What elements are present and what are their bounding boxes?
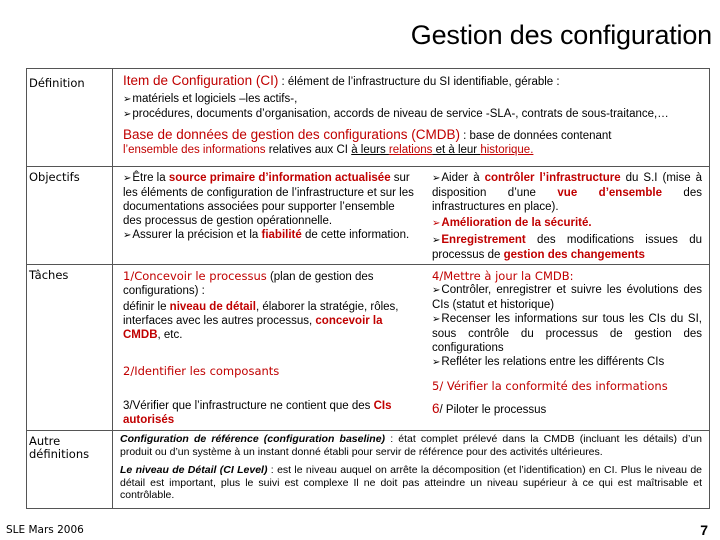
table-border-left [26,68,27,508]
table-border-top [26,68,710,69]
objectif-precision: ➢ Assurer la précision et la fiabilité de cette information. [123,228,415,243]
tache-1-details: définir le niveau de détail, élaborer la stratégie, rôles, interfaces avec les autres processus, concevoir la CMDB, etc. [123,301,399,341]
objectif-controler: ➢ Aider à contrôler l’infrastructure du S.I (mise à disposition d’une vue d’ensemble des infrastructures en place). [432,171,702,214]
label-objectifs: Objectifs [29,170,80,184]
row-divider-objectifs [26,264,710,265]
tache-5: 5/ Vérifier la conformité des informations [432,379,668,393]
objectif-enregistrement: ➢ Enregistrement des modifications issues du processus de gestion des changements [432,233,702,262]
tache-3: 3/Vérifier que l’infrastructure ne contient que des CIs autorisés [123,400,392,426]
tache-1: 1/Concevoir le processus (plan de gestion des configurations) : [123,269,374,297]
row-divider-taches [26,430,710,431]
cmdb-term: Base de données de gestion des configurations (CMDB) [123,127,460,142]
tache-4: 4/Mettre à jour la CMDB: [432,269,574,283]
tache-6: 6/ Piloter le processus [432,401,547,416]
row-divider-definition [26,166,710,167]
footer-date: SLE Mars 2006 [6,524,84,536]
ci-term: Item de Configuration (CI) [123,73,279,88]
label-column-divider [112,68,113,508]
label-taches: Tâches [29,268,69,282]
definition-bullet-1: ➢ matériels et logiciels –les actifs-, [123,92,701,107]
page-number: 7 [700,522,708,538]
table-border-right [709,68,710,508]
definition-ci-level: Le niveau de Détail (CI Level) : est le niveau auquel on arrête la décomposition (et l’identification) en CI. Plus le niveau de détail est important, plus le suivi est complexe Il ne doit pas atteindre un niveau supérieur à ce qui est maîtrisable et contrôlable. [120,464,703,501]
tache-2: 2/Identifier les composants [123,364,280,378]
table-border-bottom [26,508,710,509]
objectif-securite: ➢ Amélioration de la sécurité. [432,216,702,231]
taches-right-cell [432,269,702,416]
definition-bullet-2: ➢ procédures, documents d’organisation, accords de niveau de service -SLA-, contrats de sous-traitance,… [123,107,701,122]
label-autres-definitions: Autre définitions [29,434,90,461]
definition-cell: Item de Configuration (CI) : élément de l’infrastructure du SI identifiable, gérable : ➢ matériels et logiciels –les actifs-, ➢ procédures, documents d’organisation, accords de niveau de service -SLA-, contrats de sous-traitance,… Base de données de gestion des configurations (CMDB) : base de données contenant l’ensemble des informations relatives aux CI à leurs relations et à leur historique. [123,74,701,157]
label-definition: Définition [29,76,85,90]
tache-4-bullet-2: ➢ Recenser les informations sur tous les CIs du SI, sous contrôle du processus de gestion des configurations [432,312,702,355]
taches-left-cell [123,269,415,426]
definition-baseline: Configuration de référence (configuration baseline) : état complet prélevé dans la CMDB (incluant les détails) d’un produit ou d’un système à un instant donné établi pour servir de référence pour des activités ultérieures. [120,433,702,458]
autres-definitions-cell [120,433,702,502]
slide-title: Gestion des configuration [410,20,712,50]
configuration-table [26,68,710,508]
objectif-source-primaire: ➢ Être la source primaire d’information actualisée sur les éléments de configuration de l’infrastructure et sur les documentations associées pour supporter l’ensemble des processus de gestion opérationnelle. [123,171,415,228]
tache-4-bullet-1: ➢ Contrôler, enregistrer et suivre les évolutions des CIs (statut et historique) [432,283,702,312]
objectifs-right-cell [432,171,702,262]
tache-4-bullet-3: ➢ Refléter les relations entre les différents CIs [432,355,702,370]
objectifs-left-cell [123,171,415,243]
